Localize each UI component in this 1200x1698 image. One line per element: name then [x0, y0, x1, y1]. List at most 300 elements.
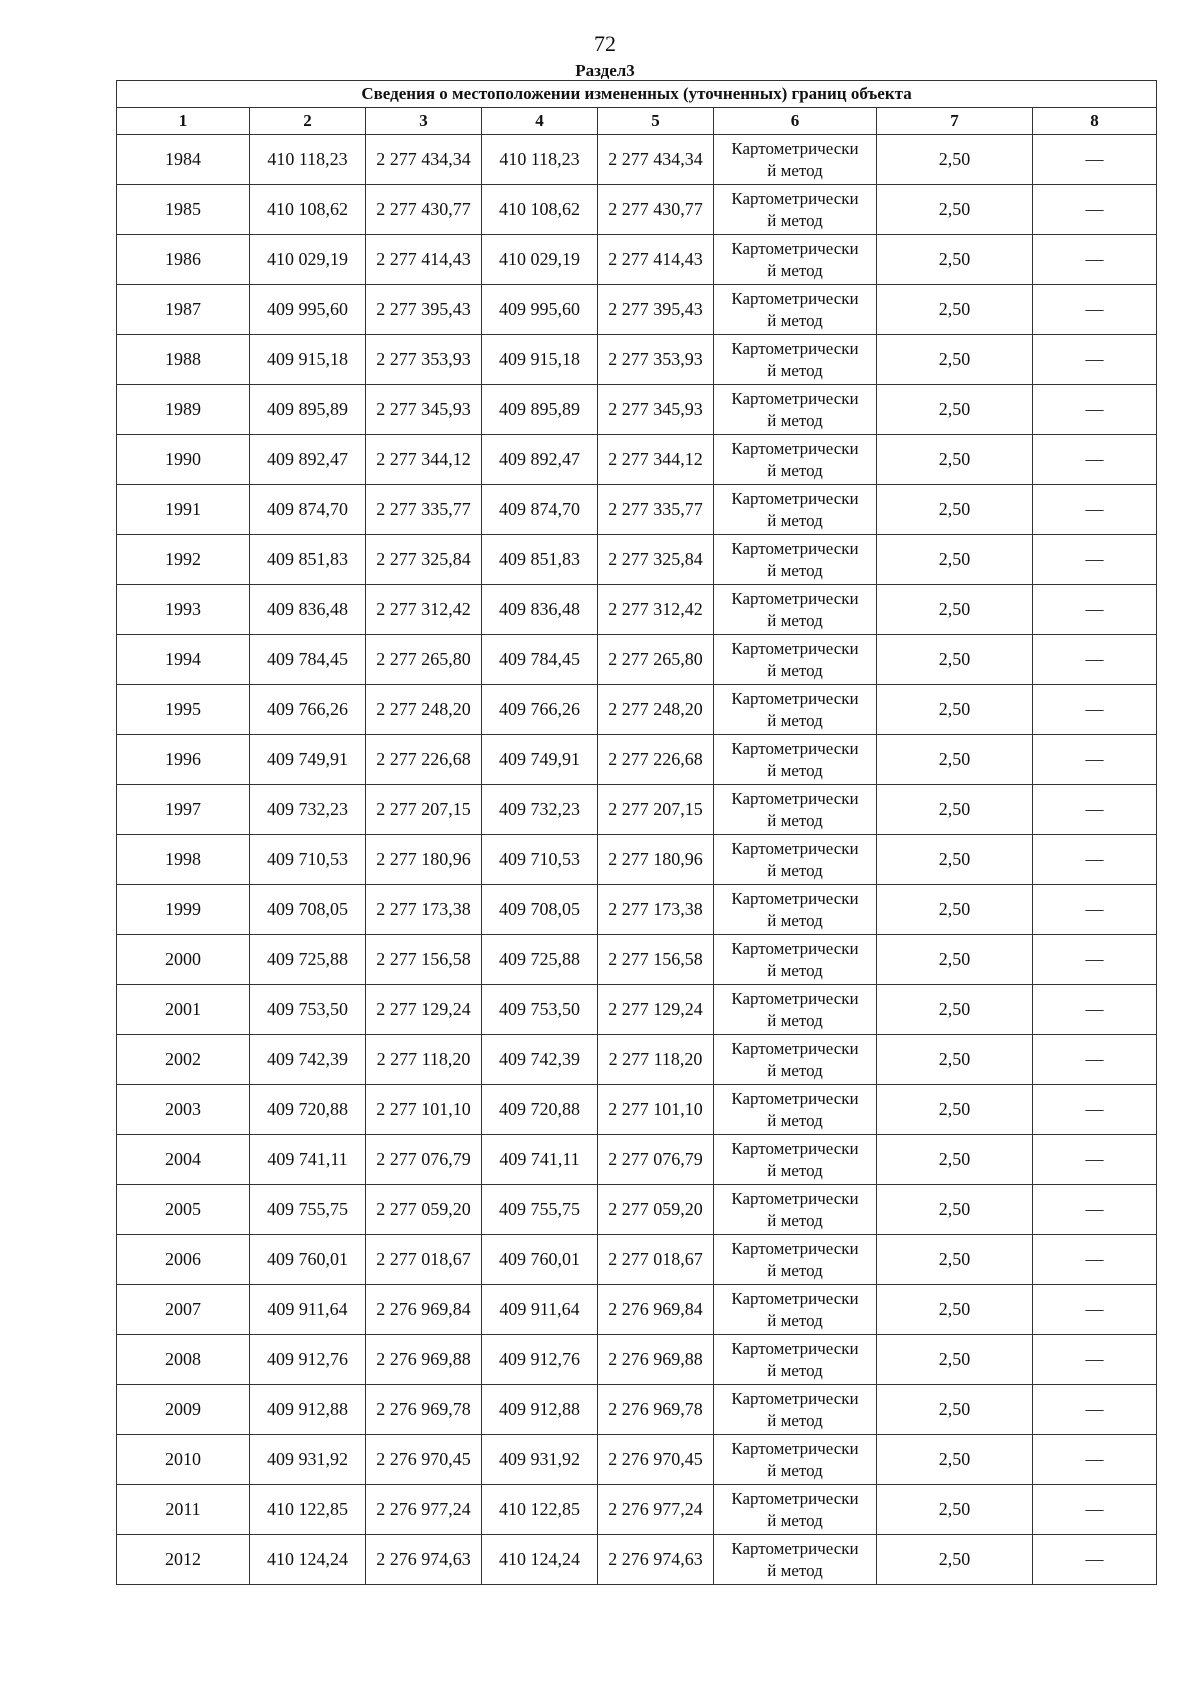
method-text-line2: й метод [767, 1360, 823, 1380]
y-refined-cell: 2 277 353,93 [598, 335, 714, 385]
point-number-cell: 1988 [117, 335, 250, 385]
method-text-line2: й метод [767, 1160, 823, 1180]
table-row [117, 735, 1157, 785]
x-refined-cell: 409 836,48 [482, 585, 598, 635]
y-existing-cell: 2 276 969,88 [366, 1335, 482, 1385]
method-text-line1: Картометрически [731, 338, 859, 358]
y-existing-cell: 2 277 325,84 [366, 535, 482, 585]
note-cell: — [1033, 735, 1157, 785]
table-row [117, 435, 1157, 485]
x-existing-cell: 409 995,60 [250, 285, 366, 335]
x-refined-cell: 409 753,50 [482, 985, 598, 1035]
method-text-line1: Картометрически [731, 1538, 859, 1558]
x-existing-cell: 410 122,85 [250, 1485, 366, 1535]
method-cell [714, 885, 877, 935]
y-existing-cell: 2 277 226,68 [366, 735, 482, 785]
y-refined-cell: 2 276 969,84 [598, 1285, 714, 1335]
x-existing-cell: 409 895,89 [250, 385, 366, 435]
method-cell [714, 285, 877, 335]
y-existing-cell: 2 277 180,96 [366, 835, 482, 885]
table-row [117, 1235, 1157, 1285]
point-number-cell: 1998 [117, 835, 250, 885]
method-text-line2: й метод [767, 660, 823, 680]
y-existing-cell: 2 276 969,78 [366, 1385, 482, 1435]
method-text-line1: Картометрически [731, 1338, 859, 1358]
method-text-line1: Картометрически [731, 188, 859, 208]
table-caption: Сведения о местоположении измененных (уточненных) границ объекта [117, 81, 1157, 108]
note-cell: — [1033, 785, 1157, 835]
method-text-line2: й метод [767, 310, 823, 330]
y-refined-cell: 2 277 156,58 [598, 935, 714, 985]
method-text-line2: й метод [767, 210, 823, 230]
method-text-line2: й метод [767, 160, 823, 180]
method-text-line1: Картометрически [731, 138, 859, 158]
y-existing-cell: 2 277 430,77 [366, 185, 482, 235]
method-text-line1: Картометрически [731, 688, 859, 708]
method-cell [714, 1535, 877, 1585]
accuracy-cell: 2,50 [877, 1235, 1033, 1285]
x-existing-cell: 409 742,39 [250, 1035, 366, 1085]
column-header-6: 6 [714, 108, 877, 135]
accuracy-cell: 2,50 [877, 135, 1033, 185]
table-row [117, 985, 1157, 1035]
column-header-7: 7 [877, 108, 1033, 135]
note-cell: — [1033, 935, 1157, 985]
table-row [117, 235, 1157, 285]
x-refined-cell: 409 742,39 [482, 1035, 598, 1085]
method-text-line1: Картометрически [731, 988, 859, 1008]
y-refined-cell: 2 277 430,77 [598, 185, 714, 235]
note-cell: — [1033, 1135, 1157, 1185]
x-refined-cell: 409 895,89 [482, 385, 598, 435]
table-row [117, 1035, 1157, 1085]
column-header-4: 4 [482, 108, 598, 135]
x-refined-cell: 409 708,05 [482, 885, 598, 935]
table-row [117, 685, 1157, 735]
method-text-line2: й метод [767, 1060, 823, 1080]
x-existing-cell: 409 741,11 [250, 1135, 366, 1185]
x-existing-cell: 409 725,88 [250, 935, 366, 985]
table-row [117, 1085, 1157, 1135]
accuracy-cell: 2,50 [877, 1285, 1033, 1335]
x-existing-cell: 409 720,88 [250, 1085, 366, 1135]
x-refined-cell: 409 911,64 [482, 1285, 598, 1335]
point-number-cell: 1986 [117, 235, 250, 285]
table-row [117, 485, 1157, 535]
y-existing-cell: 2 277 265,80 [366, 635, 482, 685]
method-text-line2: й метод [767, 360, 823, 380]
x-refined-cell: 410 029,19 [482, 235, 598, 285]
note-cell: — [1033, 335, 1157, 385]
method-text-line2: й метод [767, 1460, 823, 1480]
x-refined-cell: 409 931,92 [482, 1435, 598, 1485]
method-text-line2: й метод [767, 1510, 823, 1530]
method-text-line1: Картометрически [731, 788, 859, 808]
point-number-cell: 2006 [117, 1235, 250, 1285]
y-existing-cell: 2 276 974,63 [366, 1535, 482, 1585]
accuracy-cell: 2,50 [877, 1485, 1033, 1535]
method-cell [714, 1235, 877, 1285]
x-existing-cell: 410 108,62 [250, 185, 366, 235]
point-number-cell: 2004 [117, 1135, 250, 1185]
method-text-line1: Картометрически [731, 1138, 859, 1158]
x-refined-cell: 409 760,01 [482, 1235, 598, 1285]
x-refined-cell: 409 755,75 [482, 1185, 598, 1235]
point-number-cell: 2000 [117, 935, 250, 985]
method-text-line2: й метод [767, 860, 823, 880]
method-text-line1: Картометрически [731, 1238, 859, 1258]
table-row [117, 1185, 1157, 1235]
accuracy-cell: 2,50 [877, 735, 1033, 785]
note-cell: — [1033, 1535, 1157, 1585]
method-cell [714, 1335, 877, 1385]
table-row [117, 1135, 1157, 1185]
point-number-cell: 2009 [117, 1385, 250, 1435]
y-refined-cell: 2 276 969,78 [598, 1385, 714, 1435]
x-refined-cell: 409 851,83 [482, 535, 598, 585]
y-existing-cell: 2 277 076,79 [366, 1135, 482, 1185]
x-existing-cell: 410 124,24 [250, 1535, 366, 1585]
method-text-line1: Картометрически [731, 1488, 859, 1508]
y-existing-cell: 2 277 312,42 [366, 585, 482, 635]
x-existing-cell: 410 029,19 [250, 235, 366, 285]
y-refined-cell: 2 277 173,38 [598, 885, 714, 935]
method-cell [714, 135, 877, 185]
note-cell: — [1033, 135, 1157, 185]
note-cell: — [1033, 1235, 1157, 1285]
x-existing-cell: 409 755,75 [250, 1185, 366, 1235]
y-refined-cell: 2 277 076,79 [598, 1135, 714, 1185]
method-text-line2: й метод [767, 1010, 823, 1030]
column-header-1: 1 [117, 108, 250, 135]
table-row [117, 785, 1157, 835]
accuracy-cell: 2,50 [877, 485, 1033, 535]
x-refined-cell: 409 892,47 [482, 435, 598, 485]
x-refined-cell: 409 784,45 [482, 635, 598, 685]
method-cell [714, 1085, 877, 1135]
y-existing-cell: 2 277 345,93 [366, 385, 482, 435]
x-existing-cell: 409 766,26 [250, 685, 366, 735]
method-text-line1: Картометрически [731, 588, 859, 608]
point-number-cell: 1999 [117, 885, 250, 935]
note-cell: — [1033, 1035, 1157, 1085]
point-number-cell: 1991 [117, 485, 250, 535]
table-row [117, 385, 1157, 435]
method-cell [714, 785, 877, 835]
y-existing-cell: 2 276 977,24 [366, 1485, 482, 1535]
x-existing-cell: 409 851,83 [250, 535, 366, 585]
note-cell: — [1033, 635, 1157, 685]
method-text-line2: й метод [767, 1260, 823, 1280]
method-text-line1: Картометрически [731, 1088, 859, 1108]
note-cell: — [1033, 185, 1157, 235]
point-number-cell: 1995 [117, 685, 250, 735]
y-refined-cell: 2 277 129,24 [598, 985, 714, 1035]
y-refined-cell: 2 277 325,84 [598, 535, 714, 585]
y-refined-cell: 2 277 226,68 [598, 735, 714, 785]
method-cell [714, 535, 877, 585]
y-existing-cell: 2 276 970,45 [366, 1435, 482, 1485]
method-cell [714, 1385, 877, 1435]
table-row [117, 185, 1157, 235]
point-number-cell: 2005 [117, 1185, 250, 1235]
method-cell [714, 235, 877, 285]
method-cell [714, 385, 877, 435]
method-text-line2: й метод [767, 910, 823, 930]
y-refined-cell: 2 277 434,34 [598, 135, 714, 185]
note-cell: — [1033, 1185, 1157, 1235]
y-refined-cell: 2 277 265,80 [598, 635, 714, 685]
accuracy-cell: 2,50 [877, 1535, 1033, 1585]
x-existing-cell: 409 710,53 [250, 835, 366, 885]
x-existing-cell: 410 118,23 [250, 135, 366, 185]
y-refined-cell: 2 276 969,88 [598, 1335, 714, 1385]
method-text-line2: й метод [767, 1560, 823, 1580]
x-existing-cell: 409 912,88 [250, 1385, 366, 1435]
method-cell [714, 1485, 877, 1535]
method-text-line1: Картометрически [731, 838, 859, 858]
method-text-line1: Картометрически [731, 738, 859, 758]
method-text-line2: й метод [767, 810, 823, 830]
table-row [117, 1435, 1157, 1485]
x-refined-cell: 410 124,24 [482, 1535, 598, 1585]
accuracy-cell: 2,50 [877, 1435, 1033, 1485]
table-row [117, 635, 1157, 685]
method-cell [714, 1185, 877, 1235]
method-cell [714, 735, 877, 785]
x-refined-cell: 409 995,60 [482, 285, 598, 335]
x-refined-cell: 409 874,70 [482, 485, 598, 535]
accuracy-cell: 2,50 [877, 885, 1033, 935]
method-cell [714, 635, 877, 685]
note-cell: — [1033, 235, 1157, 285]
y-refined-cell: 2 277 248,20 [598, 685, 714, 735]
y-existing-cell: 2 277 118,20 [366, 1035, 482, 1085]
y-refined-cell: 2 277 059,20 [598, 1185, 714, 1235]
method-cell [714, 1435, 877, 1485]
x-existing-cell: 409 874,70 [250, 485, 366, 535]
method-text-line2: й метод [767, 1110, 823, 1130]
y-existing-cell: 2 277 018,67 [366, 1235, 482, 1285]
table-row [117, 285, 1157, 335]
method-text-line1: Картометрически [731, 938, 859, 958]
method-text-line1: Картометрически [731, 1188, 859, 1208]
note-cell: — [1033, 1085, 1157, 1135]
x-refined-cell: 409 720,88 [482, 1085, 598, 1135]
page-number: 72 [594, 31, 616, 56]
y-refined-cell: 2 276 970,45 [598, 1435, 714, 1485]
method-text-line1: Картометрически [731, 488, 859, 508]
y-existing-cell: 2 277 335,77 [366, 485, 482, 535]
note-cell: — [1033, 835, 1157, 885]
table-row [117, 1535, 1157, 1585]
column-header-5: 5 [598, 108, 714, 135]
y-refined-cell: 2 277 345,93 [598, 385, 714, 435]
y-existing-cell: 2 277 353,93 [366, 335, 482, 385]
note-cell: — [1033, 1335, 1157, 1385]
x-existing-cell: 409 892,47 [250, 435, 366, 485]
y-refined-cell: 2 277 395,43 [598, 285, 714, 335]
method-cell [714, 585, 877, 635]
y-existing-cell: 2 277 434,34 [366, 135, 482, 185]
note-cell: — [1033, 1435, 1157, 1485]
table-row [117, 1335, 1157, 1385]
y-existing-cell: 2 277 173,38 [366, 885, 482, 935]
note-cell: — [1033, 385, 1157, 435]
accuracy-cell: 2,50 [877, 1035, 1033, 1085]
accuracy-cell: 2,50 [877, 635, 1033, 685]
x-refined-cell: 409 741,11 [482, 1135, 598, 1185]
boundary-table [116, 80, 1157, 1585]
y-existing-cell: 2 277 344,12 [366, 435, 482, 485]
method-text-line2: й метод [767, 1410, 823, 1430]
y-existing-cell: 2 276 969,84 [366, 1285, 482, 1335]
accuracy-cell: 2,50 [877, 1185, 1033, 1235]
x-existing-cell: 409 931,92 [250, 1435, 366, 1485]
point-number-cell: 1985 [117, 185, 250, 235]
method-cell [714, 335, 877, 385]
x-existing-cell: 409 749,91 [250, 735, 366, 785]
table-row [117, 535, 1157, 585]
method-text-line2: й метод [767, 710, 823, 730]
y-existing-cell: 2 277 129,24 [366, 985, 482, 1035]
x-refined-cell: 409 710,53 [482, 835, 598, 885]
point-number-cell: 1984 [117, 135, 250, 185]
accuracy-cell: 2,50 [877, 685, 1033, 735]
method-text-line2: й метод [767, 510, 823, 530]
method-text-line2: й метод [767, 260, 823, 280]
accuracy-cell: 2,50 [877, 1085, 1033, 1135]
x-refined-cell: 409 912,88 [482, 1385, 598, 1435]
x-existing-cell: 409 915,18 [250, 335, 366, 385]
table-row [117, 1285, 1157, 1335]
method-text-line2: й метод [767, 410, 823, 430]
note-cell: — [1033, 685, 1157, 735]
table-row [117, 335, 1157, 385]
note-cell: — [1033, 285, 1157, 335]
y-existing-cell: 2 277 207,15 [366, 785, 482, 835]
table-row [117, 1485, 1157, 1535]
method-text-line1: Картометрически [731, 238, 859, 258]
table-row [117, 135, 1157, 185]
method-cell [714, 685, 877, 735]
accuracy-cell: 2,50 [877, 1385, 1033, 1435]
point-number-cell: 1996 [117, 735, 250, 785]
point-number-cell: 1989 [117, 385, 250, 435]
point-number-cell: 2001 [117, 985, 250, 1035]
y-refined-cell: 2 277 101,10 [598, 1085, 714, 1135]
y-refined-cell: 2 277 180,96 [598, 835, 714, 885]
note-cell: — [1033, 885, 1157, 935]
table-body [117, 135, 1157, 1585]
method-text-line1: Картометрически [731, 288, 859, 308]
x-existing-cell: 409 708,05 [250, 885, 366, 935]
note-cell: — [1033, 435, 1157, 485]
point-number-cell: 2002 [117, 1035, 250, 1085]
accuracy-cell: 2,50 [877, 235, 1033, 285]
method-cell [714, 185, 877, 235]
x-refined-cell: 409 749,91 [482, 735, 598, 785]
section-title: Раздел3 [575, 61, 635, 80]
method-text-line1: Картометрически [731, 1288, 859, 1308]
column-header-8: 8 [1033, 108, 1157, 135]
table-row [117, 885, 1157, 935]
y-existing-cell: 2 277 414,43 [366, 235, 482, 285]
method-text-line2: й метод [767, 1310, 823, 1330]
method-text-line1: Картометрически [731, 1438, 859, 1458]
y-existing-cell: 2 277 101,10 [366, 1085, 482, 1135]
x-refined-cell: 410 122,85 [482, 1485, 598, 1535]
method-cell [714, 435, 877, 485]
point-number-cell: 1992 [117, 535, 250, 585]
x-existing-cell: 409 753,50 [250, 985, 366, 1035]
x-refined-cell: 410 108,62 [482, 185, 598, 235]
point-number-cell: 1997 [117, 785, 250, 835]
table-row [117, 835, 1157, 885]
method-text-line2: й метод [767, 610, 823, 630]
method-cell [714, 485, 877, 535]
note-cell: — [1033, 985, 1157, 1035]
point-number-cell: 1987 [117, 285, 250, 335]
method-text-line1: Картометрически [731, 388, 859, 408]
note-cell: — [1033, 535, 1157, 585]
accuracy-cell: 2,50 [877, 335, 1033, 385]
table-row [117, 1385, 1157, 1435]
accuracy-cell: 2,50 [877, 585, 1033, 635]
y-refined-cell: 2 277 118,20 [598, 1035, 714, 1085]
method-cell [714, 1285, 877, 1335]
method-text-line2: й метод [767, 460, 823, 480]
x-refined-cell: 409 732,23 [482, 785, 598, 835]
method-text-line2: й метод [767, 960, 823, 980]
y-refined-cell: 2 277 312,42 [598, 585, 714, 635]
x-existing-cell: 409 732,23 [250, 785, 366, 835]
point-number-cell: 1994 [117, 635, 250, 685]
accuracy-cell: 2,50 [877, 835, 1033, 885]
method-text-line1: Картометрически [731, 638, 859, 658]
point-number-cell: 2003 [117, 1085, 250, 1135]
method-cell [714, 935, 877, 985]
accuracy-cell: 2,50 [877, 1135, 1033, 1185]
point-number-cell: 2007 [117, 1285, 250, 1335]
point-number-cell: 2008 [117, 1335, 250, 1385]
point-number-cell: 2010 [117, 1435, 250, 1485]
y-refined-cell: 2 277 207,15 [598, 785, 714, 835]
point-number-cell: 2012 [117, 1535, 250, 1585]
y-refined-cell: 2 277 335,77 [598, 485, 714, 535]
x-refined-cell: 409 725,88 [482, 935, 598, 985]
note-cell: — [1033, 1485, 1157, 1535]
method-cell [714, 985, 877, 1035]
y-refined-cell: 2 277 344,12 [598, 435, 714, 485]
method-cell [714, 1035, 877, 1085]
y-refined-cell: 2 277 018,67 [598, 1235, 714, 1285]
accuracy-cell: 2,50 [877, 285, 1033, 335]
point-number-cell: 1993 [117, 585, 250, 635]
method-text-line1: Картометрически [731, 538, 859, 558]
point-number-cell: 2011 [117, 1485, 250, 1535]
x-refined-cell: 410 118,23 [482, 135, 598, 185]
point-number-cell: 1990 [117, 435, 250, 485]
x-existing-cell: 409 912,76 [250, 1335, 366, 1385]
y-existing-cell: 2 277 156,58 [366, 935, 482, 985]
accuracy-cell: 2,50 [877, 985, 1033, 1035]
accuracy-cell: 2,50 [877, 385, 1033, 435]
x-existing-cell: 409 911,64 [250, 1285, 366, 1335]
note-cell: — [1033, 1285, 1157, 1335]
y-refined-cell: 2 276 977,24 [598, 1485, 714, 1535]
x-existing-cell: 409 784,45 [250, 635, 366, 685]
